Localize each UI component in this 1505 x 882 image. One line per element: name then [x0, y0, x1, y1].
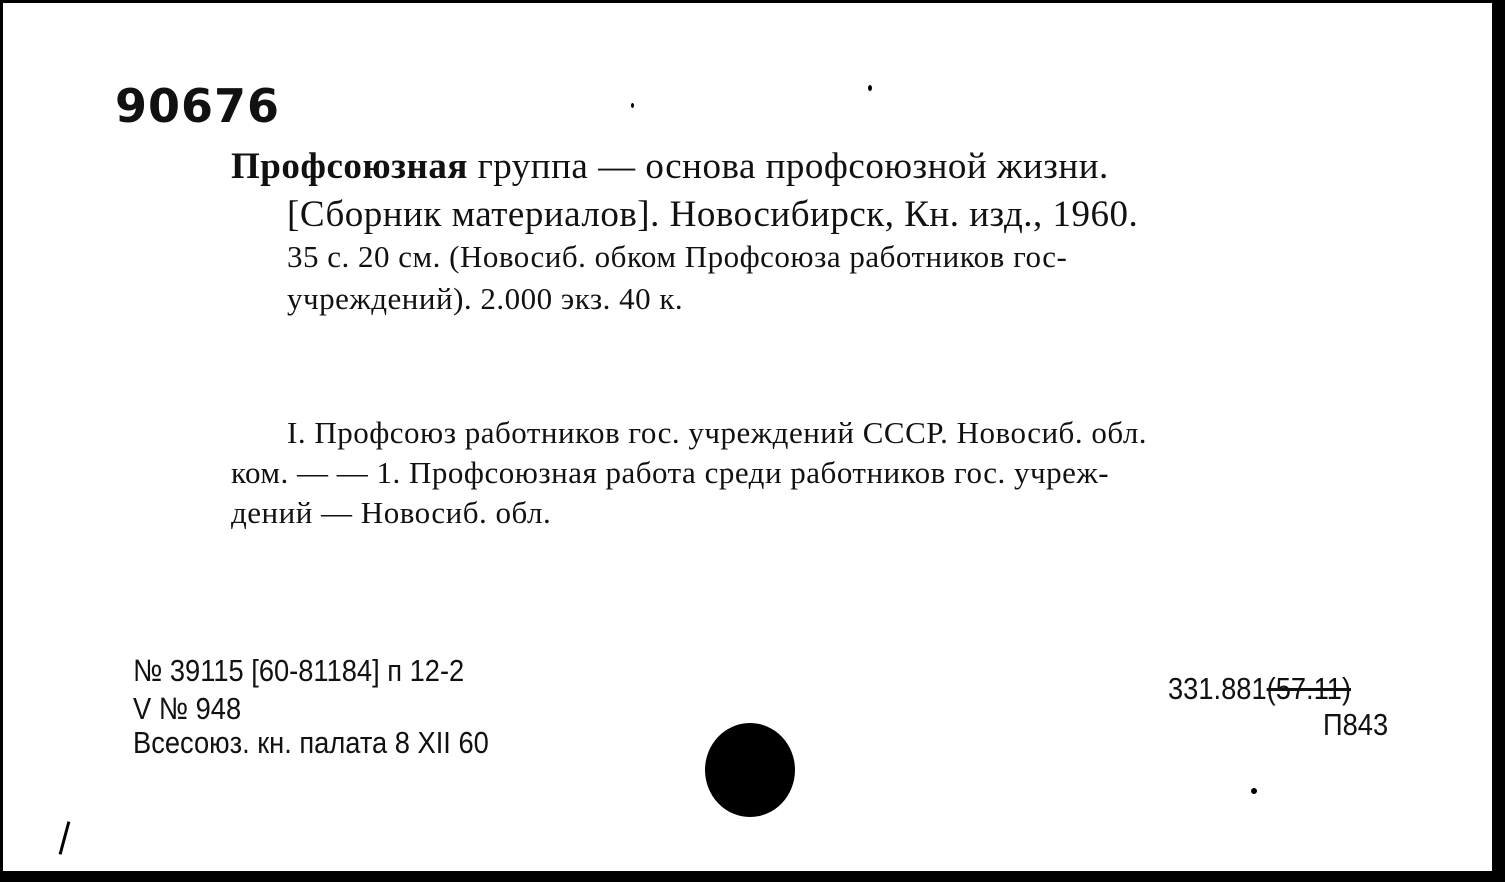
speck: [1251, 788, 1257, 794]
classification-index: [1168, 671, 1351, 707]
speck: [868, 85, 872, 91]
title-line-3: 35 с. 20 см. (Новосиб. обком Профсоюза работников гос-: [287, 239, 1068, 274]
slash-mark: [59, 821, 71, 855]
inventory-number: 90676: [115, 79, 281, 133]
punch-hole: [705, 723, 795, 817]
title-bold: Профсоюзная: [231, 146, 468, 187]
speck: [631, 103, 634, 108]
title-line-1: [231, 145, 1109, 188]
subject-line-2: ком. — — 1. Профсоюзная работа среди работников гос. учреж-: [231, 455, 1110, 490]
subject-line-3: дений — Новосиб. обл.: [231, 495, 552, 530]
scan-border-bottom: [0, 874, 1505, 882]
classification-struck: (57.11): [1266, 671, 1352, 706]
volume-number: V № 948: [133, 691, 242, 726]
title-line-4: учреждений). 2.000 экз. 40 к.: [287, 281, 684, 316]
scan-border-right: [1495, 0, 1505, 882]
classification-current: 331.881: [1168, 671, 1267, 706]
record-number: № 39115 [60-81184] п 12-2: [133, 653, 465, 688]
book-chamber: Всесоюз. кн. палата 8 XII 60: [133, 725, 489, 760]
title-line-2: [Сборник материалов]. Новосибирск, Кн. изд., 1960.: [287, 194, 1139, 235]
author-mark: П843: [1323, 707, 1389, 742]
title-rest: группа — основа профсоюзной жизни.: [467, 146, 1109, 187]
subject-line-1: I. Профсоюз работников гос. учреждений СССР. Новосиб. обл.: [287, 415, 1148, 450]
